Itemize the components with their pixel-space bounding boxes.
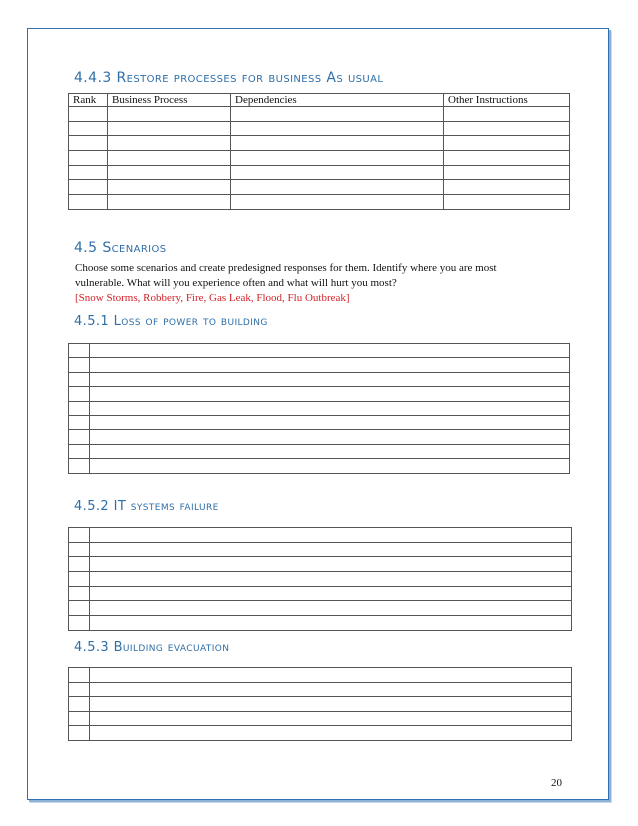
table-cell[interactable] [231, 136, 444, 151]
restore-table [68, 93, 570, 210]
table-row [69, 616, 572, 631]
table-row [69, 180, 570, 195]
table-cell[interactable] [69, 121, 108, 136]
table-row [69, 136, 570, 151]
table-row [69, 542, 572, 557]
table-cell[interactable] [69, 180, 108, 195]
table-cell[interactable] [108, 121, 231, 136]
section-title-power: 4.5.1 Loss of power to building [74, 314, 268, 329]
col-dependencies: Dependencies [231, 94, 444, 107]
it-table-body [69, 528, 572, 631]
table-row [69, 358, 570, 372]
table-cell[interactable] [90, 358, 570, 372]
table-row [69, 697, 572, 712]
table-cell[interactable] [90, 668, 572, 683]
table-row [69, 601, 572, 616]
table-cell[interactable] [69, 387, 90, 401]
col-other-instructions: Other Instructions [444, 94, 570, 107]
restore-table-body [69, 107, 570, 210]
table-cell[interactable] [69, 557, 90, 572]
table-cell[interactable] [90, 682, 572, 697]
table-cell[interactable] [231, 195, 444, 210]
it-table [68, 527, 572, 631]
table-cell[interactable] [69, 401, 90, 415]
table-row [69, 586, 572, 601]
table-cell[interactable] [108, 107, 231, 122]
table-row [69, 711, 572, 726]
table-cell[interactable] [108, 151, 231, 166]
section-title-evac: 4.5.3 Building evacuation [74, 640, 230, 655]
table-cell[interactable] [69, 195, 108, 210]
table-cell[interactable] [69, 136, 108, 151]
table-row [69, 430, 570, 444]
table-cell[interactable] [90, 711, 572, 726]
power-table [68, 343, 570, 474]
table-cell[interactable] [90, 459, 570, 473]
table-cell[interactable] [90, 430, 570, 444]
col-rank: Rank [69, 94, 108, 107]
table-cell[interactable] [108, 136, 231, 151]
table-cell[interactable] [108, 195, 231, 210]
table-cell[interactable] [69, 372, 90, 386]
table-cell[interactable] [90, 344, 570, 358]
table-cell[interactable] [69, 711, 90, 726]
table-cell[interactable] [69, 415, 90, 429]
table-row [69, 195, 570, 210]
table-cell[interactable] [444, 151, 570, 166]
table-cell[interactable] [90, 572, 572, 587]
table-cell[interactable] [90, 601, 572, 616]
table-cell[interactable] [69, 616, 90, 631]
evac-table [68, 667, 572, 741]
table-row [69, 107, 570, 122]
table-cell[interactable] [444, 180, 570, 195]
table-cell[interactable] [69, 542, 90, 557]
table-cell[interactable] [90, 586, 572, 601]
scenarios-line-1: Choose some scenarios and create predesigned responses for them. Identify where you are most [75, 262, 497, 274]
table-cell[interactable] [231, 180, 444, 195]
table-cell[interactable] [444, 107, 570, 122]
section-title-scenarios: 4.5 Scenarios [74, 240, 167, 256]
table-cell[interactable] [69, 444, 90, 458]
table-cell[interactable] [69, 668, 90, 683]
table-header-row [69, 94, 570, 107]
table-cell[interactable] [108, 180, 231, 195]
table-row [69, 668, 572, 683]
col-business-process: Business Process [108, 94, 231, 107]
table-row [69, 165, 570, 180]
scenarios-examples: [Snow Storms, Robbery, Fire, Gas Leak, Flood, Flu Outbreak] [75, 292, 350, 304]
table-cell[interactable] [69, 697, 90, 712]
table-cell[interactable] [231, 121, 444, 136]
table-cell[interactable] [69, 572, 90, 587]
table-cell[interactable] [69, 459, 90, 473]
table-row [69, 372, 570, 386]
table-cell[interactable] [69, 344, 90, 358]
table-row [69, 444, 570, 458]
page-number: 20 [551, 777, 562, 789]
table-cell[interactable] [444, 165, 570, 180]
table-cell[interactable] [69, 358, 90, 372]
table-cell[interactable] [444, 136, 570, 151]
scenarios-description [75, 261, 575, 306]
section-title-restore: 4.4.3 Restore processes for business As usual [74, 70, 384, 86]
evac-table-body [69, 668, 572, 741]
table-cell[interactable] [69, 107, 108, 122]
table-row [69, 528, 572, 543]
scenarios-line-2: vulnerable. What will you experience often and what will hurt you most? [75, 277, 397, 289]
table-row [69, 151, 570, 166]
table-cell[interactable] [90, 401, 570, 415]
table-cell[interactable] [90, 557, 572, 572]
table-cell[interactable] [69, 430, 90, 444]
table-cell[interactable] [90, 444, 570, 458]
table-cell[interactable] [90, 372, 570, 386]
table-cell[interactable] [90, 726, 572, 741]
table-cell[interactable] [69, 586, 90, 601]
table-cell[interactable] [231, 107, 444, 122]
table-cell[interactable] [90, 387, 570, 401]
table-cell[interactable] [69, 682, 90, 697]
table-cell[interactable] [231, 165, 444, 180]
table-cell[interactable] [69, 601, 90, 616]
table-cell[interactable] [90, 616, 572, 631]
table-cell[interactable] [444, 195, 570, 210]
table-cell[interactable] [108, 165, 231, 180]
table-cell[interactable] [90, 528, 572, 543]
table-row [69, 557, 572, 572]
table-row [69, 572, 572, 587]
section-title-it: 4.5.2 IT systems failure [74, 499, 219, 514]
table-cell[interactable] [231, 151, 444, 166]
table-cell[interactable] [444, 121, 570, 136]
table-row [69, 344, 570, 358]
table-row [69, 387, 570, 401]
table-cell[interactable] [69, 726, 90, 741]
table-row [69, 401, 570, 415]
table-row [69, 415, 570, 429]
table-cell[interactable] [69, 528, 90, 543]
table-cell[interactable] [90, 697, 572, 712]
table-cell[interactable] [90, 542, 572, 557]
table-cell[interactable] [90, 415, 570, 429]
table-row [69, 726, 572, 741]
table-row [69, 459, 570, 473]
table-row [69, 121, 570, 136]
table-cell[interactable] [69, 165, 108, 180]
power-table-body [69, 344, 570, 474]
table-cell[interactable] [69, 151, 108, 166]
table-row [69, 682, 572, 697]
